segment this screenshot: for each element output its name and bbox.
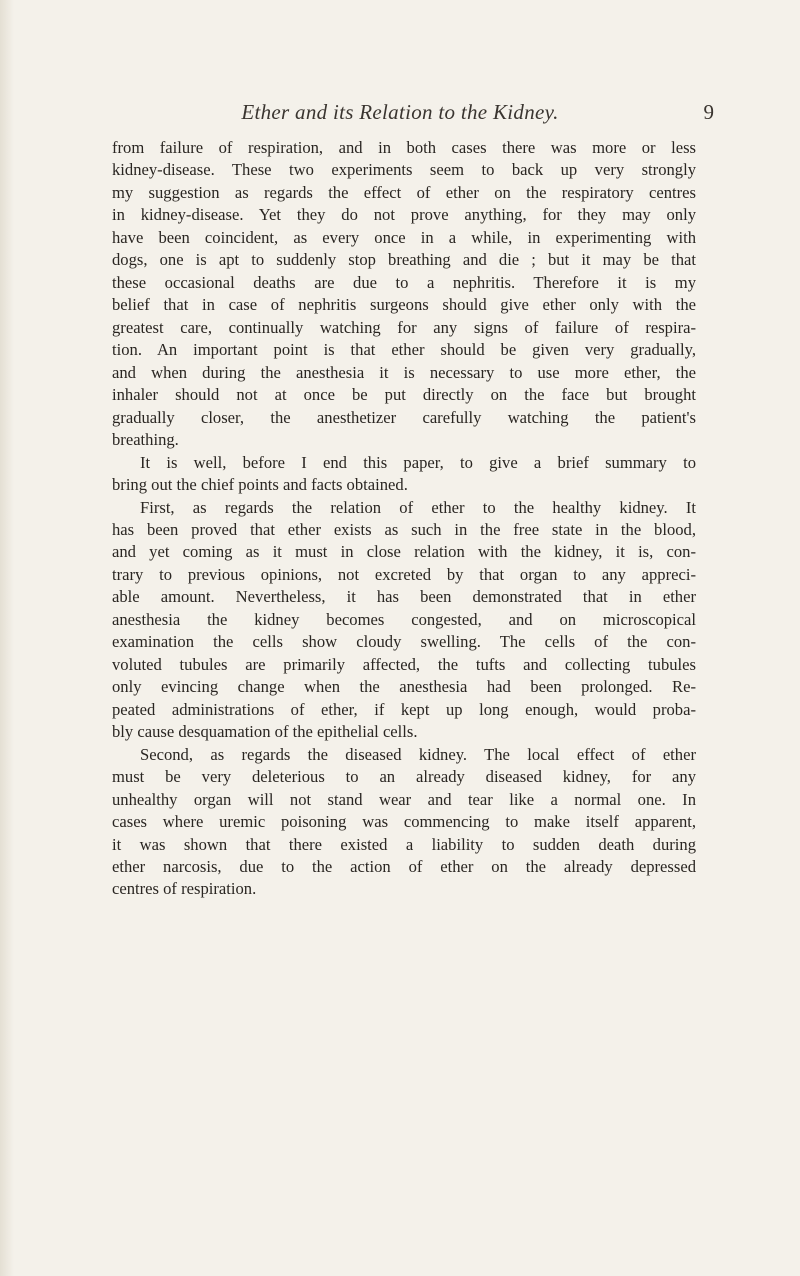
text-line: bring out the chief points and facts obtained. [112,475,408,495]
page-number: 9 [703,100,714,124]
text-line: breathing. [112,430,179,450]
text-line: only evincing change when the anesthesia had been prolonged. Re- [112,677,696,697]
text-line: centres of respiration. [112,879,257,899]
text-line: bly cause desquamation of the epithelial cells. [112,722,418,742]
running-head [0,100,800,130]
text-line: Second, as regards the diseased kidney. The local effect of ether [140,744,696,764]
text-line: and yet coming as it must in close relation with the kidney, it is, con- [112,542,696,562]
text-line: anesthesia the kidney becomes congested, and on microscopical [112,609,696,629]
text-line: my suggestion as regards the effect of ether on the respiratory centres [112,182,696,202]
text-line: gradually closer, the anesthetizer carefully watching the patient's [112,407,696,427]
text-line: peated administrations of ether, if kept up long enough, would proba- [112,699,696,719]
text-line: has been proved that ether exists as such in the free state in the blood, [112,519,696,539]
text-line: tion. An important point is that ether should be given very gradually, [112,340,696,360]
text-line: examination the cells show cloudy swelling. The cells of the con- [112,632,696,652]
text-line: It is well, before I end this paper, to give a brief summary to [140,452,696,472]
text-line: dogs, one is apt to suddenly stop breathing and die ; but it may be that [112,250,696,270]
body-text [112,137,696,901]
text-line: greatest care, continually watching for any signs of failure of respira- [112,317,696,337]
text-line: able amount. Nevertheless, it has been demonstrated that in ether [112,587,696,607]
text-line: from failure of respiration, and in both cases there was more or less [112,138,696,157]
text-line: in kidney-disease. Yet they do not prove anything, for they may only [112,205,696,225]
text-line: it was shown that there existed a liability to sudden death during [112,834,696,854]
text-line: voluted tubules are primarily affected, the tufts and collecting tubules [112,654,696,674]
text-line: cases where uremic poisoning was commencing to make itself apparent, [112,812,696,832]
text-line: have been coincident, as every once in a while, in experimenting with [112,227,696,247]
page-edge-shadow [0,0,14,1276]
running-title: Ether and its Relation to the Kidney. [241,100,559,124]
text-line: belief that in case of nephritis surgeons should give ether only with the [112,295,696,315]
text-line: inhaler should not at once be put directly on the face but brought [112,385,696,405]
text-line: these occasional deaths are due to a nephritis. Therefore it is my [112,272,696,292]
text-line: and when during the anesthesia it is necessary to use more ether, the [112,362,696,382]
text-line: unhealthy organ will not stand wear and tear like a normal one. In [112,789,696,809]
text-line: must be very deleterious to an already diseased kidney, for any [112,767,696,787]
text-line: First, as regards the relation of ether to the healthy kidney. It [140,497,696,517]
text-line: trary to previous opinions, not excreted by that organ to any appreci- [112,564,696,584]
text-line: ether narcosis, due to the action of ether on the already depressed [112,857,696,876]
text-line: kidney-disease. These two experiments seem to back up very strongly [112,160,696,180]
